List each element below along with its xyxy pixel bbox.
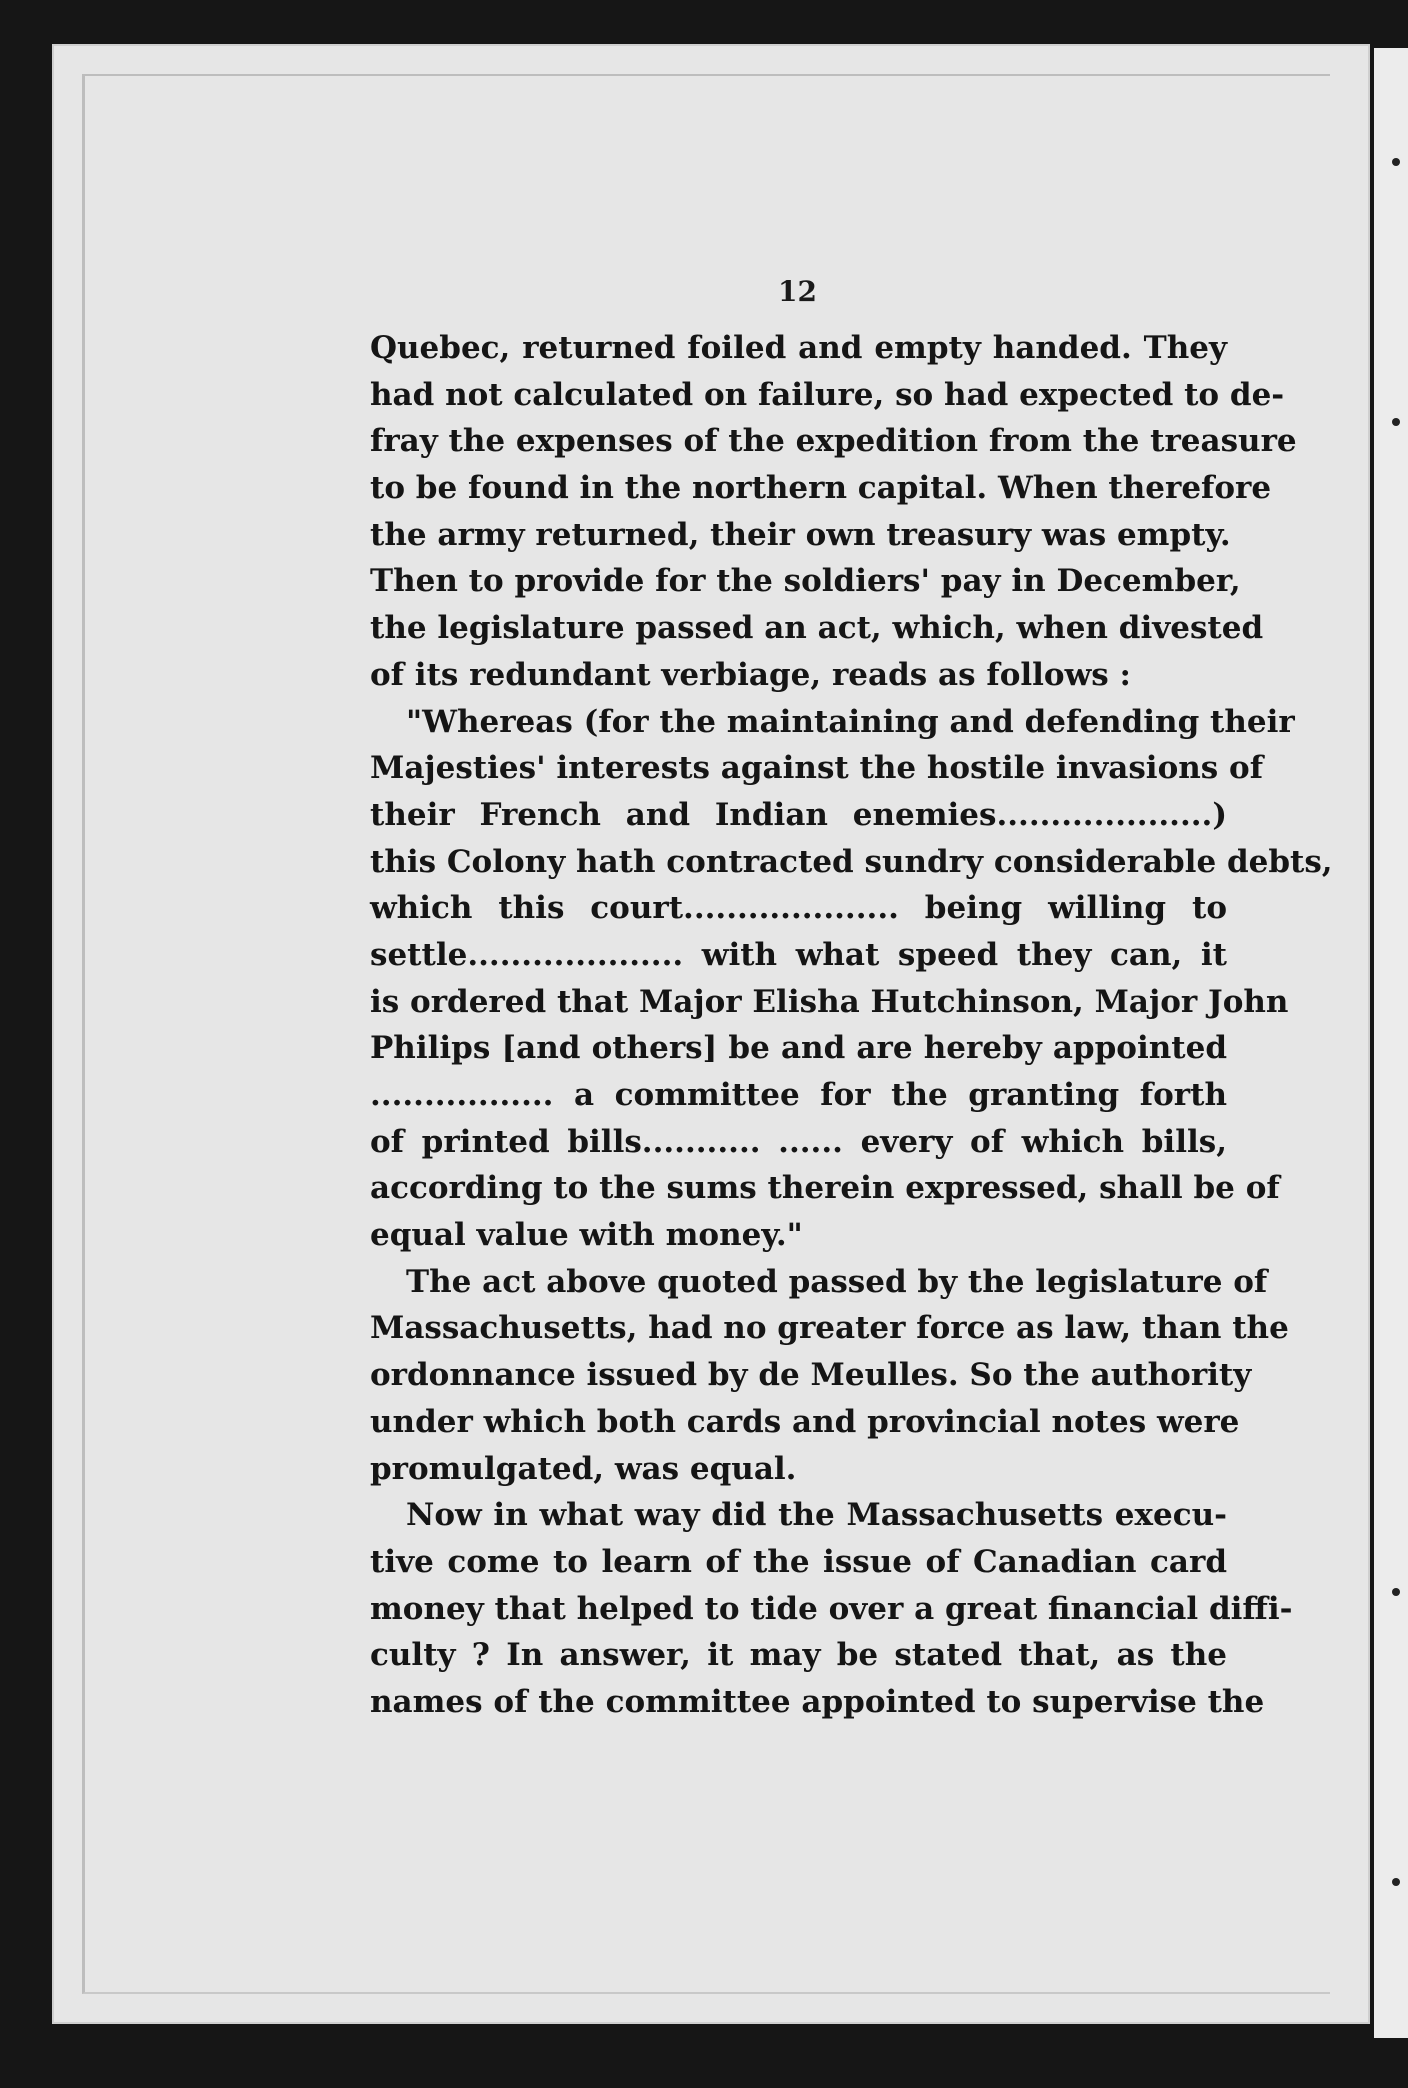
text-line: equal value with money." [370, 1217, 803, 1254]
text-line: "Whereas (for the maintaining and defending their [406, 703, 1295, 740]
text-line: Now in what way did the Massachusetts execu- [406, 1497, 1227, 1534]
text-line: Majesties' interests against the hostile invasions of [370, 750, 1264, 787]
text-line: which this court.................... being willing to [370, 890, 1227, 927]
edge-speck [1392, 1588, 1400, 1596]
text-line: Philips [and others] be and are hereby appointed [370, 1030, 1227, 1067]
text-line: had not calculated on failure, so had expected to de- [370, 376, 1285, 413]
text-line: is ordered that Major Elisha Hutchinson, Major John [370, 983, 1289, 1020]
edge-speck [1392, 418, 1400, 426]
body-text [370, 325, 1333, 1726]
text-line: this Colony hath contracted sundry considerable debts, [370, 843, 1333, 880]
text-line: of its redundant verbiage, reads as follows : [370, 656, 1131, 693]
text-line: culty ? In answer, it may be stated that, as the [370, 1637, 1227, 1674]
text-line: under which both cards and provincial notes were [370, 1403, 1240, 1440]
text-line: The act above quoted passed by the legislature of [406, 1263, 1268, 1300]
text-line: Quebec, returned foiled and empty handed. They [370, 330, 1227, 366]
text-line: the legislature passed an act, which, when divested [370, 610, 1264, 647]
text-line: ................. a committee for the granting forth [370, 1077, 1227, 1113]
edge-speck [1392, 158, 1400, 166]
text-line: their French and Indian enemies....................) [370, 796, 1227, 833]
text-line: fray the expenses of the expedition from the treasure [370, 423, 1297, 460]
edge-speck [1392, 1878, 1400, 1886]
text-line: Massachusetts, had no greater force as law, than the [370, 1310, 1289, 1347]
facing-page-edge [1374, 48, 1408, 2038]
text-line: settle.................... with what speed they can, it [370, 936, 1227, 973]
text-line: to be found in the northern capital. When therefore [370, 470, 1272, 507]
text-line: of printed bills........... ...... every of which bills, [370, 1123, 1227, 1160]
text-line: ordonnance issued by de Meulles. So the authority [370, 1357, 1252, 1394]
text-line: according to the sums therein expressed, shall be of [370, 1170, 1280, 1207]
text-line: tive come to learn of the issue of Canadian card [370, 1543, 1227, 1580]
text-line: names of the committee appointed to supervise the [370, 1683, 1265, 1720]
text-line: promulgated, was equal. [370, 1450, 797, 1487]
page-number: 12 [778, 275, 817, 308]
text-line: the army returned, their own treasury was empty. [370, 516, 1231, 553]
text-line: Then to provide for the soldiers' pay in December, [370, 563, 1241, 600]
text-line: money that helped to tide over a great financial diffi- [370, 1590, 1293, 1627]
